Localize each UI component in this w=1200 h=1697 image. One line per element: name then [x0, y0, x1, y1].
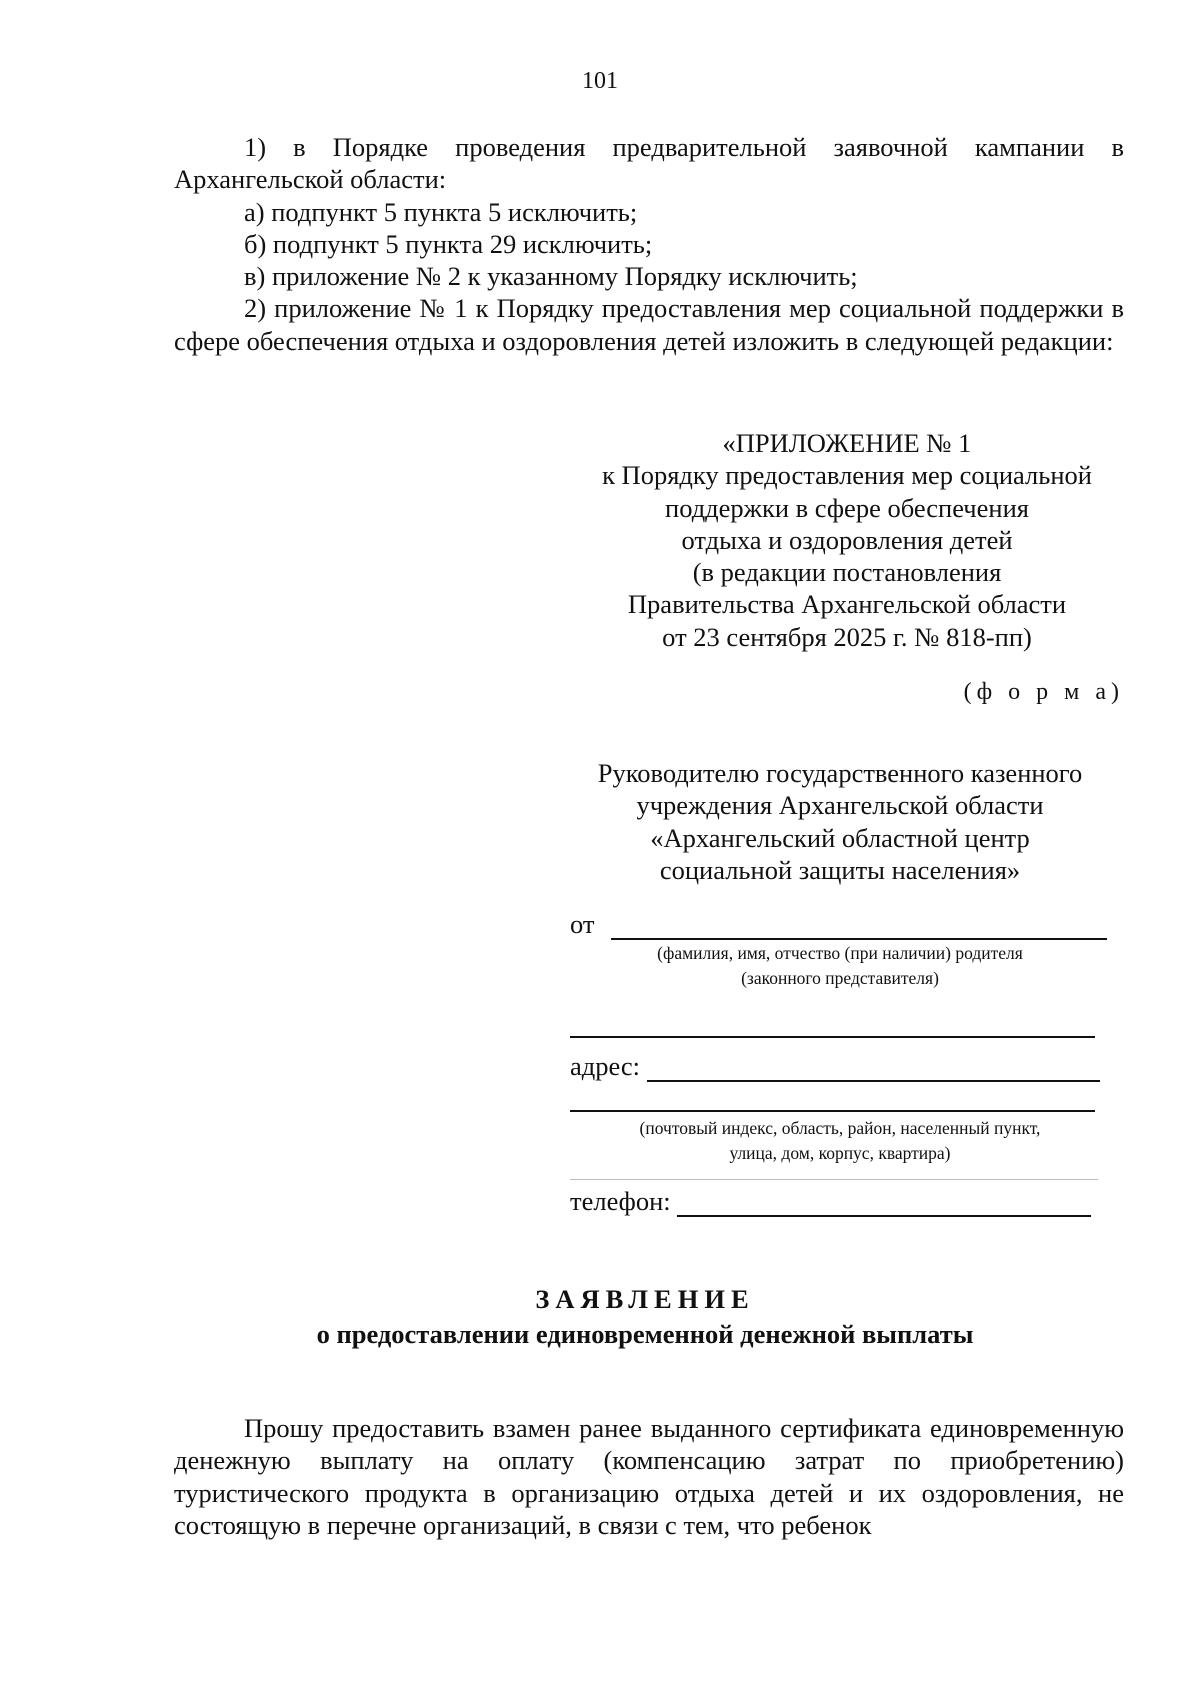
from-field[interactable]	[570, 908, 1107, 940]
amendment-paragraph-2: 2) приложение № 1 к Порядку предоставления мер социальной поддержки в сфере обеспечения отдыха и оздоровления детей изложить в следующей редакции:	[174, 293, 1124, 356]
address-hint-line: улица, дом, корпус, квартира)	[729, 1143, 951, 1163]
appendix-line: поддержки в сфере обеспечения	[665, 492, 1029, 523]
from-input-line[interactable]	[611, 910, 1107, 940]
statement-text: Прошу предоставить взамен ранее выданного сертификата единовременную денежную выплату на оплату (компенсацию затрат по приобретению) туристического продукта в организацию отдыха детей и их оздоровления, не состоящую в перечне организаций, в связи с тем, что ребенок	[174, 1413, 1124, 1540]
appendix-header	[574, 427, 1120, 653]
addressee-line: Руководителю государственного казенного	[597, 758, 1083, 788]
amendment-item-c: в) приложение № 2 к указанному Порядку исключить;	[244, 261, 858, 292]
page-number: 101	[582, 68, 618, 94]
from-continuation-line[interactable]	[570, 1036, 1095, 1038]
appendix-line: от 23 сентября 2025 г. № 818-пп)	[662, 621, 1032, 652]
appendix-line: «ПРИЛОЖЕНИЕ № 1	[722, 428, 972, 458]
addressee-line: социальной защиты населения»	[659, 854, 1021, 885]
from-hint-line: (законного представителя)	[741, 968, 939, 988]
form-mark: (ф о р м а)	[963, 679, 1124, 705]
statement-body	[174, 1412, 1124, 1541]
statement-title: ЗАЯВЛЕНИЕ	[535, 1284, 755, 1314]
address-label: адрес:	[570, 1051, 641, 1081]
phone-input-line[interactable]	[677, 1187, 1091, 1217]
addressee-line: учреждения Архангельской области	[636, 790, 1044, 821]
separator-line	[570, 1179, 1098, 1180]
address-hint-line: (почтовый индекс, область, район, населенный пункт,	[639, 1118, 1041, 1138]
addressee-line: «Архангельский областной центр	[650, 822, 1030, 853]
address-input-line[interactable]	[647, 1052, 1100, 1082]
statement-subtitle: о предоставлении единовременной денежной выплаты	[316, 1319, 974, 1349]
appendix-line: Правительства Архангельской области	[627, 589, 1067, 620]
addressee-block	[560, 757, 1120, 886]
address-hint	[590, 1116, 1090, 1166]
amendments-section	[174, 131, 1124, 357]
from-hint	[590, 941, 1090, 991]
phone-label: телефон:	[570, 1186, 671, 1216]
amendment-item-a: а) подпункт 5 пункта 5 исключить;	[244, 196, 638, 227]
from-label: от	[570, 909, 595, 939]
appendix-line: отдыха и оздоровления детей	[681, 524, 1013, 555]
appendix-line: к Порядку предоставления мер социальной	[602, 460, 1092, 491]
appendix-line: (в редакции постановления	[692, 557, 1002, 588]
address-continuation-line[interactable]	[570, 1110, 1095, 1112]
amendment-paragraph-1: 1) в Порядке проведения предварительной заявочной кампании в Архангельской области:	[174, 132, 1124, 195]
amendment-item-b: б) подпункт 5 пункта 29 исключить;	[244, 228, 653, 259]
from-hint-line: (фамилия, имя, отчество (при наличии) родителя	[657, 943, 1023, 963]
address-field[interactable]	[570, 1050, 1100, 1082]
phone-field[interactable]	[570, 1185, 1091, 1217]
